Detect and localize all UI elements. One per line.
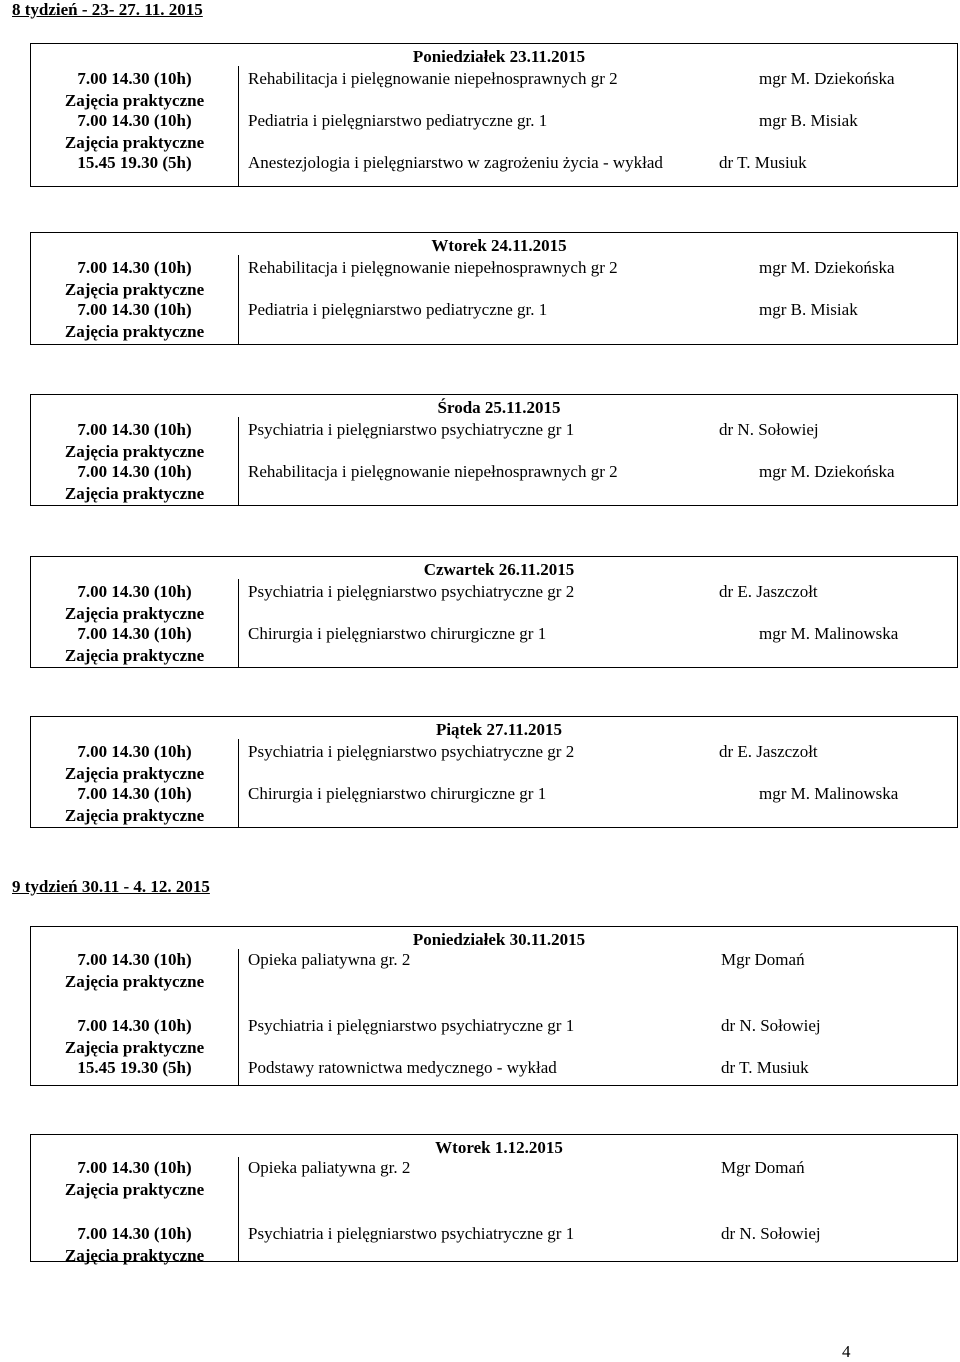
class-type: Zajęcia praktyczne bbox=[64, 1038, 205, 1057]
class-time bbox=[31, 949, 238, 993]
day-schedule bbox=[30, 394, 958, 506]
class-time bbox=[31, 1223, 238, 1267]
class-type: Zajęcia praktyczne bbox=[64, 604, 205, 623]
class-time bbox=[31, 783, 238, 827]
class-time bbox=[31, 299, 238, 343]
teacher: Mgr Domań bbox=[721, 1158, 805, 1177]
time-range: 7.00 14.30 (10h) bbox=[77, 69, 192, 88]
subject: Rehabilitacja i pielęgnowanie niepełnosprawnych gr 2 bbox=[248, 69, 618, 88]
subject: Opieka paliatywna gr. 2 bbox=[248, 1158, 411, 1177]
class-time bbox=[31, 581, 238, 625]
teacher: mgr M. Malinowska bbox=[759, 784, 899, 803]
class-time bbox=[31, 1157, 238, 1201]
day-schedule bbox=[30, 716, 958, 828]
subject: Psychiatria i pielęgniarstwo psychiatryczne gr 2 bbox=[248, 582, 575, 601]
subject: Chirurgia i pielęgniarstwo chirurgiczne gr 1 bbox=[248, 624, 547, 643]
subject: Opieka paliatywna gr. 2 bbox=[248, 950, 411, 969]
subject: Psychiatria i pielęgniarstwo psychiatryczne gr 1 bbox=[248, 420, 575, 439]
column-divider bbox=[238, 255, 239, 344]
column-divider bbox=[238, 66, 239, 186]
teacher: mgr M. Malinowska bbox=[759, 624, 899, 643]
subject: Psychiatria i pielęgniarstwo psychiatryczne gr 1 bbox=[248, 1224, 575, 1243]
class-time bbox=[31, 68, 238, 112]
column-divider bbox=[238, 739, 239, 827]
day-schedule bbox=[30, 1134, 958, 1265]
time-range: 7.00 14.30 (10h) bbox=[77, 111, 192, 130]
class-type: Zajęcia praktyczne bbox=[64, 91, 205, 110]
class-type: Zajęcia praktyczne bbox=[64, 133, 205, 152]
class-time bbox=[31, 1015, 238, 1059]
day-schedule bbox=[30, 232, 958, 345]
time-range: 7.00 14.30 (10h) bbox=[77, 420, 192, 439]
subject: Rehabilitacja i pielęgnowanie niepełnosprawnych gr 2 bbox=[248, 258, 618, 277]
day-schedule bbox=[30, 926, 958, 1086]
time-range: 7.00 14.30 (10h) bbox=[77, 784, 192, 803]
class-time bbox=[31, 110, 238, 154]
week-title: 9 tydzień 30.11 - 4. 12. 2015 bbox=[12, 877, 210, 896]
day-title: Czwartek 26.11.2015 bbox=[423, 560, 575, 579]
day-title: Wtorek 1.12.2015 bbox=[435, 1138, 563, 1157]
class-type: Zajęcia praktyczne bbox=[64, 1180, 205, 1199]
column-divider bbox=[238, 579, 239, 667]
teacher: dr T. Musiuk bbox=[719, 153, 807, 172]
time-range: 7.00 14.30 (10h) bbox=[77, 258, 192, 277]
teacher: dr E. Jaszczołt bbox=[719, 742, 818, 761]
class-type: Zajęcia praktyczne bbox=[64, 972, 205, 991]
time-range: 7.00 14.30 (10h) bbox=[77, 950, 192, 969]
class-time bbox=[31, 623, 238, 667]
day-title: Poniedziałek 30.11.2015 bbox=[412, 930, 586, 949]
class-type: Zajęcia praktyczne bbox=[64, 322, 205, 341]
time-range: 7.00 14.30 (10h) bbox=[77, 624, 192, 643]
time-range: 7.00 14.30 (10h) bbox=[77, 1158, 192, 1177]
teacher: mgr B. Misiak bbox=[759, 111, 858, 130]
time-range: 15.45 19.30 (5h) bbox=[77, 1058, 192, 1077]
column-divider bbox=[238, 949, 239, 1085]
teacher: mgr M. Dziekońska bbox=[759, 69, 895, 88]
teacher: dr T. Musiuk bbox=[721, 1058, 809, 1077]
teacher: dr N. Sołowiej bbox=[721, 1016, 821, 1035]
day-title: Wtorek 24.11.2015 bbox=[431, 236, 567, 255]
day-title: Piątek 27.11.2015 bbox=[435, 720, 563, 739]
teacher: dr N. Sołowiej bbox=[721, 1224, 821, 1243]
page-number: 4 bbox=[842, 1342, 851, 1361]
subject: Chirurgia i pielęgniarstwo chirurgiczne gr 1 bbox=[248, 784, 547, 803]
class-time bbox=[31, 419, 238, 463]
time-range: 7.00 14.30 (10h) bbox=[77, 742, 192, 761]
week-title: 8 tydzień - 23- 27. 11. 2015 bbox=[12, 0, 203, 19]
class-time bbox=[31, 1057, 238, 1079]
day-schedule bbox=[30, 556, 958, 668]
class-time bbox=[31, 461, 238, 505]
day-title: Poniedziałek 23.11.2015 bbox=[412, 47, 586, 66]
time-range: 7.00 14.30 (10h) bbox=[77, 1016, 192, 1035]
teacher: Mgr Domań bbox=[721, 950, 805, 969]
class-type: Zajęcia praktyczne bbox=[64, 484, 205, 503]
day-title: Środa 25.11.2015 bbox=[437, 398, 561, 417]
subject: Rehabilitacja i pielęgnowanie niepełnosprawnych gr 2 bbox=[248, 462, 618, 481]
subject: Podstawy ratownictwa medycznego - wykład bbox=[248, 1058, 557, 1077]
subject: Psychiatria i pielęgniarstwo psychiatryczne gr 1 bbox=[248, 1016, 575, 1035]
class-time bbox=[31, 152, 238, 174]
teacher: dr E. Jaszczołt bbox=[719, 582, 818, 601]
column-divider bbox=[238, 417, 239, 505]
time-range: 7.00 14.30 (10h) bbox=[77, 300, 192, 319]
time-range: 7.00 14.30 (10h) bbox=[77, 462, 192, 481]
subject: Pediatria i pielęgniarstwo pediatryczne gr. 1 bbox=[248, 111, 548, 130]
teacher: mgr B. Misiak bbox=[759, 300, 858, 319]
day-schedule bbox=[30, 43, 958, 187]
time-range: 15.45 19.30 (5h) bbox=[77, 153, 192, 172]
teacher: dr N. Sołowiej bbox=[719, 420, 819, 439]
teacher: mgr M. Dziekońska bbox=[759, 258, 895, 277]
time-range: 7.00 14.30 (10h) bbox=[77, 582, 192, 601]
class-type: Zajęcia praktyczne bbox=[64, 806, 205, 825]
class-type: Zajęcia praktyczne bbox=[64, 442, 205, 461]
teacher: mgr M. Dziekońska bbox=[759, 462, 895, 481]
column-divider bbox=[238, 1157, 239, 1261]
subject: Psychiatria i pielęgniarstwo psychiatryczne gr 2 bbox=[248, 742, 575, 761]
class-time bbox=[31, 257, 238, 301]
subject: Anestezjologia i pielęgniarstwo w zagrożeniu życia - wykład bbox=[248, 153, 663, 172]
subject: Pediatria i pielęgniarstwo pediatryczne gr. 1 bbox=[248, 300, 548, 319]
class-type: Zajęcia praktyczne bbox=[64, 280, 205, 299]
class-type: Zajęcia praktyczne bbox=[64, 1246, 205, 1265]
class-type: Zajęcia praktyczne bbox=[64, 764, 205, 783]
class-time bbox=[31, 741, 238, 785]
time-range: 7.00 14.30 (10h) bbox=[77, 1224, 192, 1243]
class-type: Zajęcia praktyczne bbox=[64, 646, 205, 665]
